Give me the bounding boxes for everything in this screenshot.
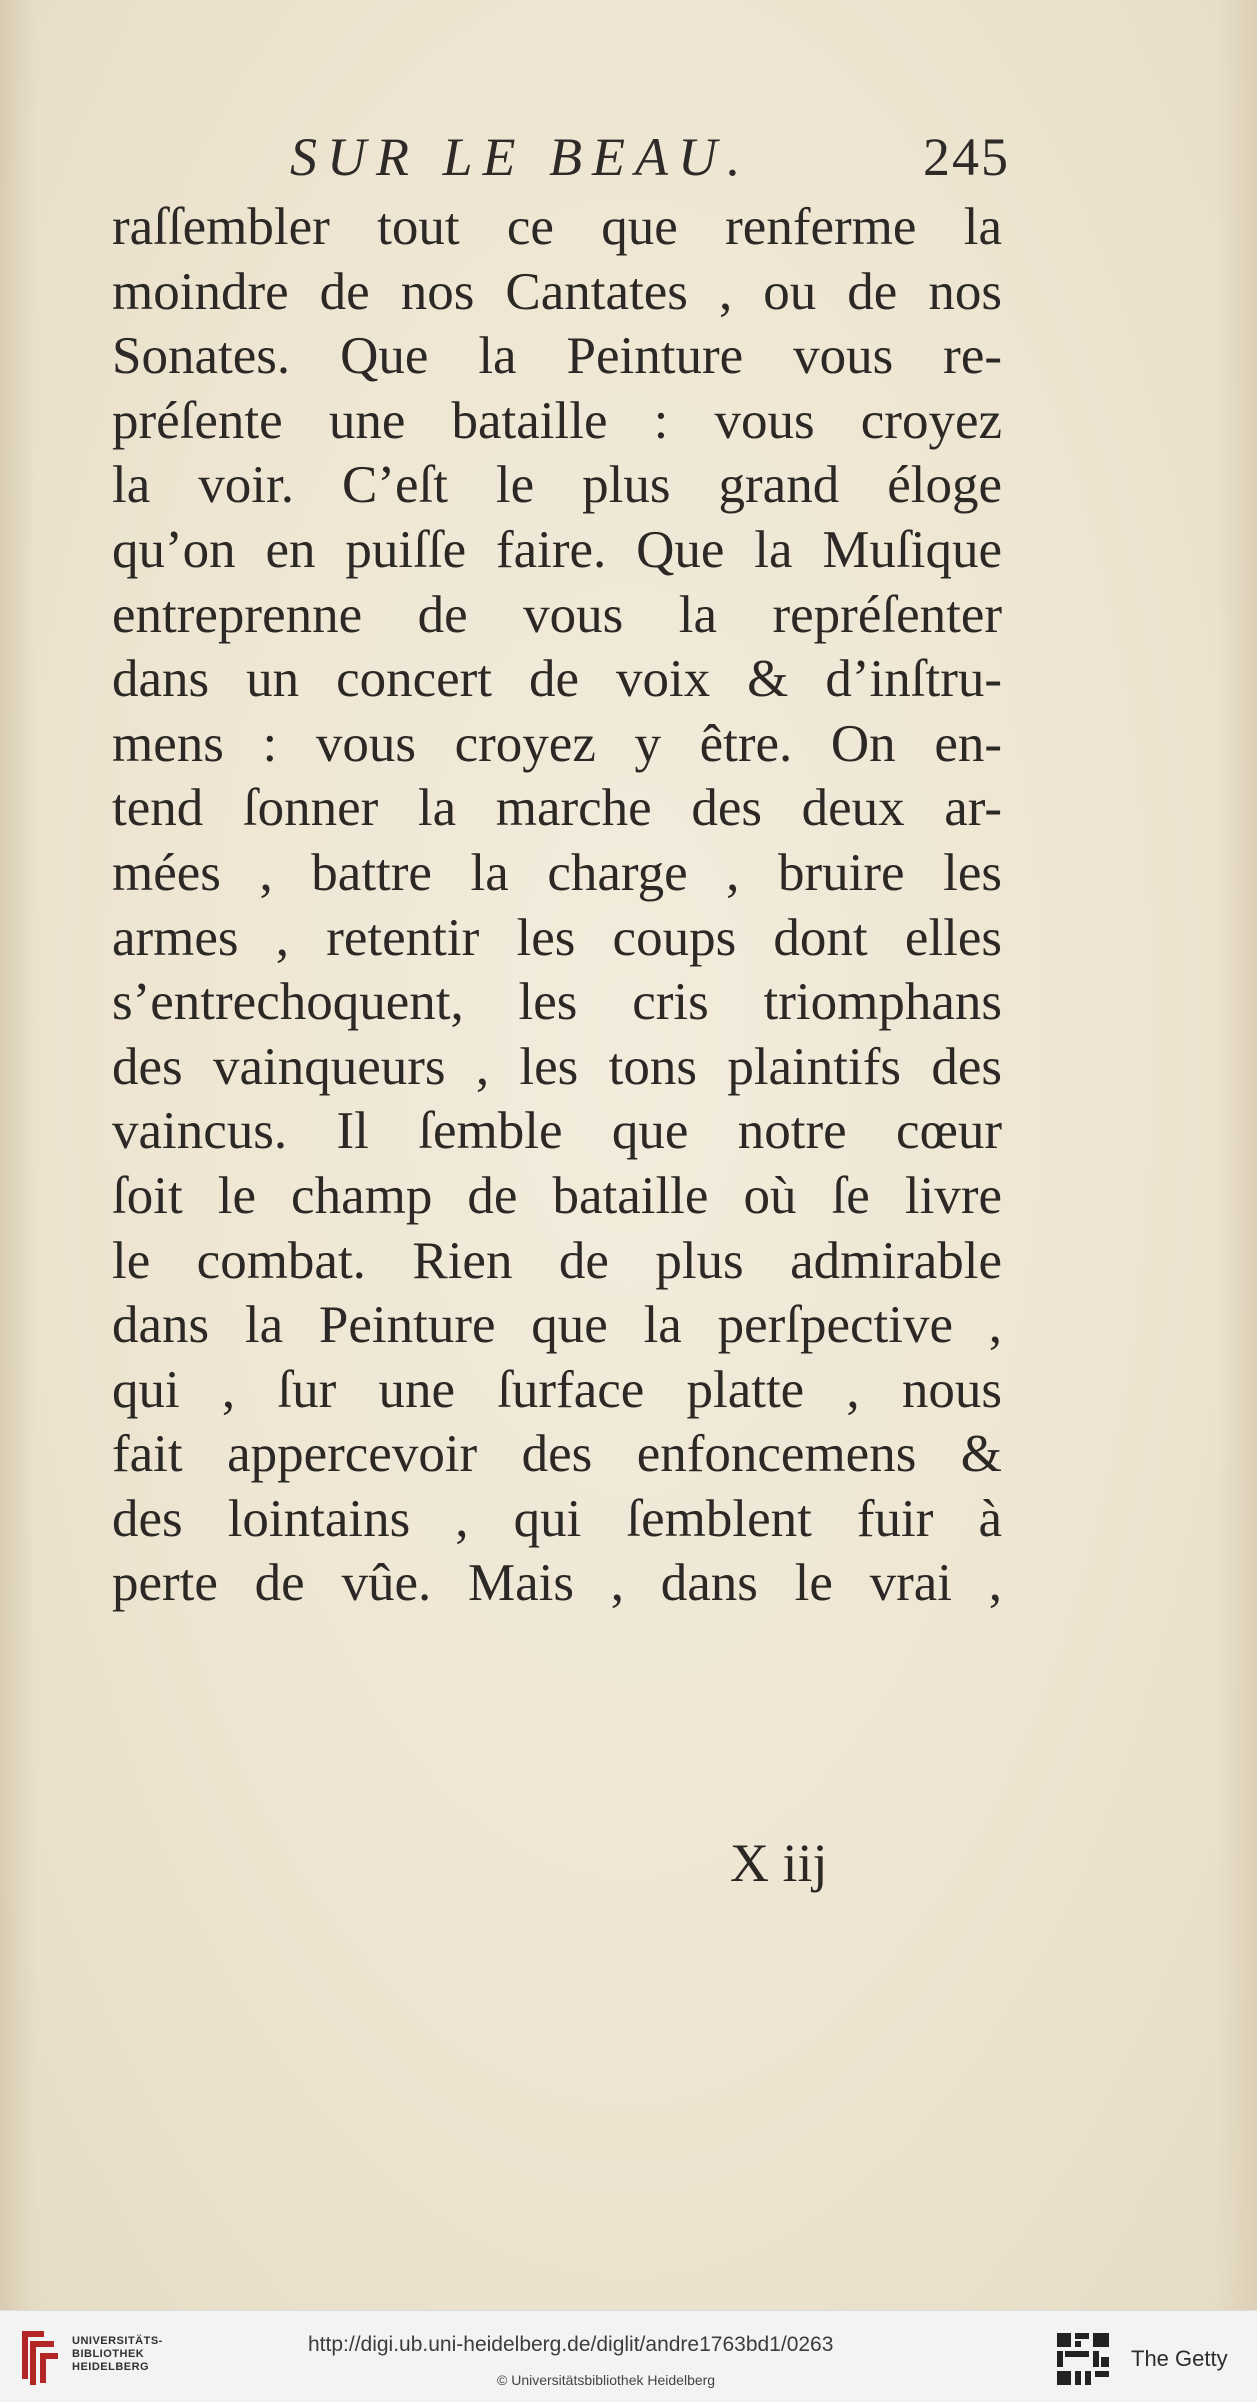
text-line: entreprenne de vous la repréſenter <box>112 585 1002 644</box>
text-line: qui , ſur une ſurface platte , nous <box>112 1360 1002 1419</box>
library-name-line: UNIVERSITÄTS- <box>72 2335 163 2347</box>
library-name <box>72 2335 163 2374</box>
text-line: mens : vous croyez y être. On en- <box>112 714 1002 773</box>
copyright-notice: © Universitätsbibliothek Heidelberg <box>497 2372 716 2388</box>
text-line: perte de vûe. Mais , dans le vrai , <box>112 1554 1002 1613</box>
text-line: s’entrechoquent, les cris triomphans <box>112 973 1002 1032</box>
running-head <box>290 126 1010 196</box>
text-line: dans un concert de voix & d’inſtru- <box>112 650 1002 709</box>
text-line: mées , battre la charge , bruire les <box>112 843 1002 902</box>
library-name-line: HEIDELBERG <box>72 2361 150 2373</box>
page-number: 245 <box>923 127 1010 187</box>
text-line: des vainqueurs , les tons plaintifs des <box>112 1037 1002 1096</box>
text-line: des lointains , qui ſemblent fuir à <box>112 1489 1002 1548</box>
library-name-line: BIBLIOTHEK <box>72 2348 145 2360</box>
page-right-shadow <box>1217 0 1257 2310</box>
running-head-title: SUR LE BEAU. <box>290 127 751 187</box>
text-line: dans la Peinture que la perſpective , <box>112 1296 1002 1355</box>
partner-name: The Getty <box>1131 2346 1228 2371</box>
text-line: ſoit le champ de bataille où ſe livre <box>112 1166 1002 1225</box>
body-text <box>112 195 1002 1616</box>
getty-logo-icon <box>1055 2331 1111 2387</box>
signature-mark: X iij <box>730 1833 828 1893</box>
ub-heidelberg-logo-icon <box>14 2327 62 2389</box>
text-line: fait appercevoir des enfoncemens & <box>112 1425 1002 1484</box>
footer-bar <box>0 2310 1257 2402</box>
text-line: moindre de nos Cantates , ou de nos <box>112 262 1002 321</box>
text-line: tend ſonner la marche des deux ar- <box>112 779 1002 838</box>
text-line: qu’on en puiſſe faire. Que la Muſique <box>112 520 1002 579</box>
text-line: Sonates. Que la Peinture vous re- <box>112 327 1002 386</box>
text-line: le combat. Rien de plus admirable <box>112 1231 1002 1290</box>
permalink-url[interactable]: http://digi.ub.uni-heidelberg.de/diglit/andre1763bd1/0263 <box>308 2333 834 2356</box>
page-left-shadow <box>0 0 36 2310</box>
text-line: raſſembler tout ce que renferme la <box>112 198 1002 256</box>
text-line: préſente une bataille : vous croyez <box>112 391 1002 450</box>
text-line: armes , retentir les coups dont elles <box>112 908 1002 967</box>
text-line: la voir. C’eſt le plus grand éloge <box>112 456 1002 515</box>
text-line: vaincus. Il ſemble que notre cœur <box>112 1102 1002 1161</box>
